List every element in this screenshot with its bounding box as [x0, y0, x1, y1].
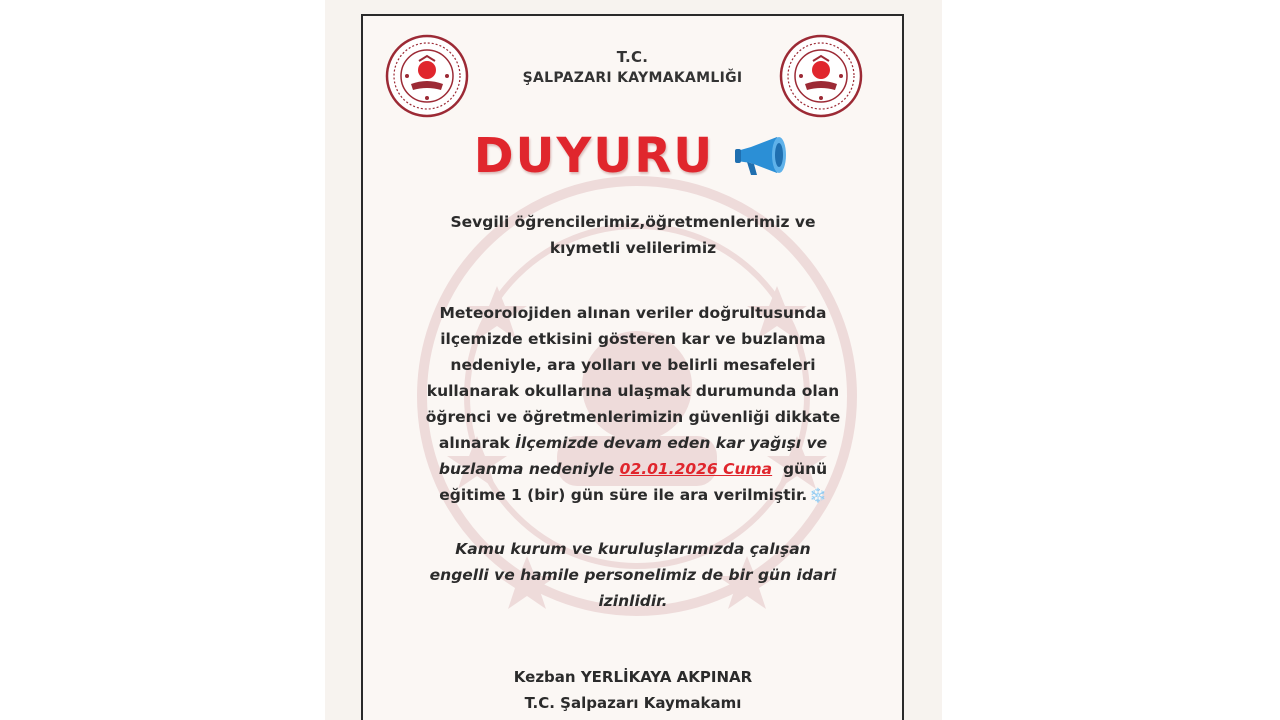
signatory-title: T.C. Şalpazarı Kaymakamı [524, 694, 742, 712]
body-text: eğitime 1 (bir) gün süre ile ara verilmiştir. [439, 486, 808, 504]
note-line: Kamu kurum ve kuruluşlarımızda çalışan [455, 540, 811, 558]
body-line [383, 482, 883, 509]
greeting [383, 209, 883, 261]
announcement-poster [325, 0, 942, 720]
personnel-note [383, 536, 883, 614]
snowflake-icon: ❄️ [809, 488, 827, 504]
body-line: öğrenci ve öğretmenlerimizin güvenliği dikkate [425, 408, 841, 426]
note-line: izinlidir. [598, 592, 668, 610]
body-line: ilçemizde etkisini gösteren kar ve buzlanma [440, 330, 826, 348]
body-text-italic: buzlanma nedeniyle [438, 460, 620, 478]
signature [383, 664, 883, 716]
body-text: günü [782, 460, 828, 478]
body-line: nedeniyle, ara yolları ve belirli mesafeleri [450, 356, 816, 374]
announcement-body [383, 300, 883, 509]
header-country: T.C. [616, 48, 649, 66]
body-line: Meteorolojiden alınan veriler doğrultusunda [439, 304, 827, 322]
title-row [363, 128, 902, 184]
body-text-italic: İlçemizde devam eden kar yağışı ve [515, 434, 828, 452]
header-office: ŞALPAZARI KAYMAKAMLIĞI [522, 70, 743, 86]
megaphone-icon [733, 133, 791, 179]
greeting-line: kıymetli velilerimiz [549, 239, 717, 257]
poster-frame [361, 14, 904, 720]
signatory-name: Kezban YERLİKAYA AKPINAR [513, 668, 753, 686]
body-line: kullanarak okullarına ulaşmak durumunda olan [426, 382, 840, 400]
closure-date: 02.01.2026 Cuma [619, 460, 773, 478]
note-line: engelli ve hamile personelimiz de bir gün idari [429, 566, 837, 584]
body-line [383, 430, 883, 456]
body-line [383, 456, 883, 482]
page-title: DUYURU [473, 128, 715, 184]
body-text: alınarak [438, 434, 516, 452]
greeting-line: Sevgili öğrencilerimiz,öğretmenlerimiz ve [450, 213, 816, 231]
